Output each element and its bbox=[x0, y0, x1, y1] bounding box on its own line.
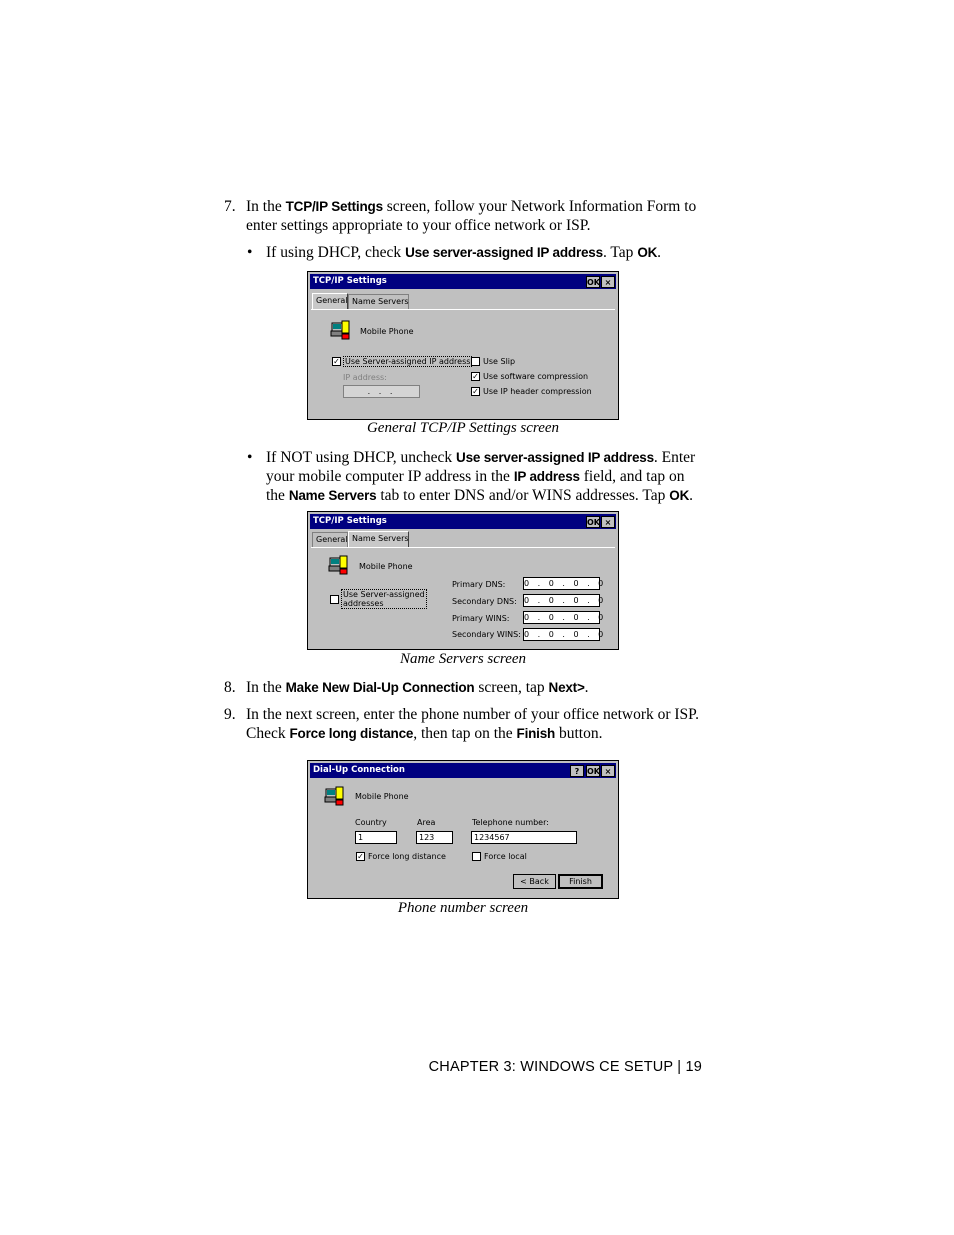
mobile-phone-icon bbox=[328, 554, 350, 576]
device-label: Mobile Phone bbox=[355, 792, 409, 801]
primary-dns-field[interactable]: 0 . 0 . 0 . 0 bbox=[524, 579, 607, 588]
finish-button[interactable]: Finish bbox=[558, 874, 603, 889]
close-icon[interactable]: × bbox=[601, 276, 615, 288]
tab-general[interactable]: General bbox=[312, 293, 348, 309]
bullet-1-dot: • bbox=[247, 244, 253, 261]
force-local-checkbox[interactable] bbox=[472, 852, 481, 861]
use-server-ip-checkbox[interactable]: ✓ bbox=[333, 357, 340, 366]
step-9-number: 9. bbox=[224, 706, 236, 723]
secondary-dns-label: Secondary DNS: bbox=[452, 597, 517, 606]
tab-name-servers[interactable]: Name Servers bbox=[348, 531, 409, 547]
dialog-title: TCP/IP Settings bbox=[310, 514, 616, 529]
telephone-label: Telephone number: bbox=[472, 818, 549, 827]
country-label: Country bbox=[355, 818, 387, 827]
dialog-title: Dial-Up Connection bbox=[310, 763, 616, 778]
device-label: Mobile Phone bbox=[359, 562, 413, 571]
help-button[interactable]: ? bbox=[570, 765, 584, 777]
use-server-ip-label: Use Server-assigned IP address bbox=[345, 357, 471, 366]
secondary-wins-label: Secondary WINS: bbox=[452, 630, 521, 639]
ok-button[interactable]: OK bbox=[587, 278, 600, 287]
device-label: Mobile Phone bbox=[360, 327, 414, 336]
country-field[interactable]: 1 bbox=[355, 831, 397, 844]
close-icon[interactable]: × bbox=[601, 516, 615, 528]
caption-phone-number: Phone number screen bbox=[397, 900, 529, 916]
ip-header-compression-checkbox[interactable]: ✓ bbox=[472, 387, 479, 396]
ok-button[interactable]: OK bbox=[587, 767, 600, 776]
force-long-distance-label: Force long distance bbox=[368, 852, 446, 861]
primary-dns-label: Primary DNS: bbox=[452, 580, 506, 589]
force-local-label: Force local bbox=[484, 852, 527, 861]
mobile-phone-icon bbox=[324, 785, 346, 807]
secondary-dns-field[interactable]: 0 . 0 . 0 . 0 bbox=[524, 596, 607, 605]
step-8-number: 8. bbox=[224, 679, 236, 696]
telephone-field[interactable]: 1234567 bbox=[471, 831, 577, 844]
step-7-text: In the TCP/IP Settings screen, follow your Network Information Form to enter settings appropriate to your office network or ISP. bbox=[246, 198, 697, 234]
force-long-distance-checkbox[interactable]: ✓ bbox=[357, 852, 364, 861]
step-8-text: In the Make New Dial-Up Connection screen, tap Next>. bbox=[246, 679, 589, 696]
back-button[interactable]: < Back bbox=[513, 874, 556, 889]
tab-name-servers[interactable]: Name Servers bbox=[348, 294, 409, 309]
dialup-connection-dialog bbox=[307, 760, 619, 899]
use-slip-checkbox[interactable] bbox=[471, 357, 480, 366]
sw-compression-label: Use software compression bbox=[483, 372, 589, 381]
close-icon[interactable]: × bbox=[601, 765, 615, 777]
ip-address-field[interactable]: . . . bbox=[343, 385, 420, 398]
bullet-1-text: If using DHCP, check Use server-assigned IP address. Tap OK. bbox=[266, 244, 662, 261]
area-field[interactable]: 123 bbox=[416, 831, 453, 844]
tab-general[interactable]: General bbox=[312, 532, 348, 547]
primary-wins-field[interactable]: 0 . 0 . 0 . 0 bbox=[524, 613, 607, 622]
ok-button[interactable]: OK bbox=[587, 518, 600, 527]
bullet-2-text: If NOT using DHCP, uncheck Use server-assigned IP address. Enter your mobile computer IP address in the IP address field, and tap on the Name Servers tab to enter DNS and/or WINS addresses. Tap OK. bbox=[266, 449, 696, 504]
caption-general: General TCP/IP Settings screen bbox=[366, 420, 560, 436]
use-server-addresses-label: Use Server-assigned addresses bbox=[343, 590, 425, 608]
primary-wins-label: Primary WINS: bbox=[452, 614, 510, 623]
page-footer: CHAPTER 3: WINDOWS CE SETUP | 19 bbox=[428, 1059, 702, 1075]
step-9-text: In the next screen, enter the phone number of your office network or ISP. Check Force long distance, then tap on the Finish button. bbox=[246, 706, 699, 742]
step-7-number: 7. bbox=[224, 198, 236, 215]
bullet-2-dot: • bbox=[247, 449, 253, 466]
ip-address-label: IP address: bbox=[343, 373, 387, 382]
use-server-addresses-checkbox[interactable] bbox=[330, 595, 339, 604]
caption-name-servers: Name Servers screen bbox=[399, 651, 527, 667]
sw-compression-checkbox[interactable]: ✓ bbox=[472, 372, 479, 381]
tcpip-name-servers-dialog bbox=[307, 511, 619, 650]
mobile-phone-icon bbox=[330, 319, 352, 341]
dialog-title: TCP/IP Settings bbox=[310, 274, 616, 289]
secondary-wins-field[interactable]: 0 . 0 . 0 . 0 bbox=[524, 630, 607, 639]
area-label: Area bbox=[417, 818, 436, 827]
ip-header-compression-label: Use IP header compression bbox=[483, 387, 592, 396]
use-slip-label: Use Slip bbox=[483, 357, 516, 366]
tcpip-general-dialog bbox=[307, 271, 619, 420]
